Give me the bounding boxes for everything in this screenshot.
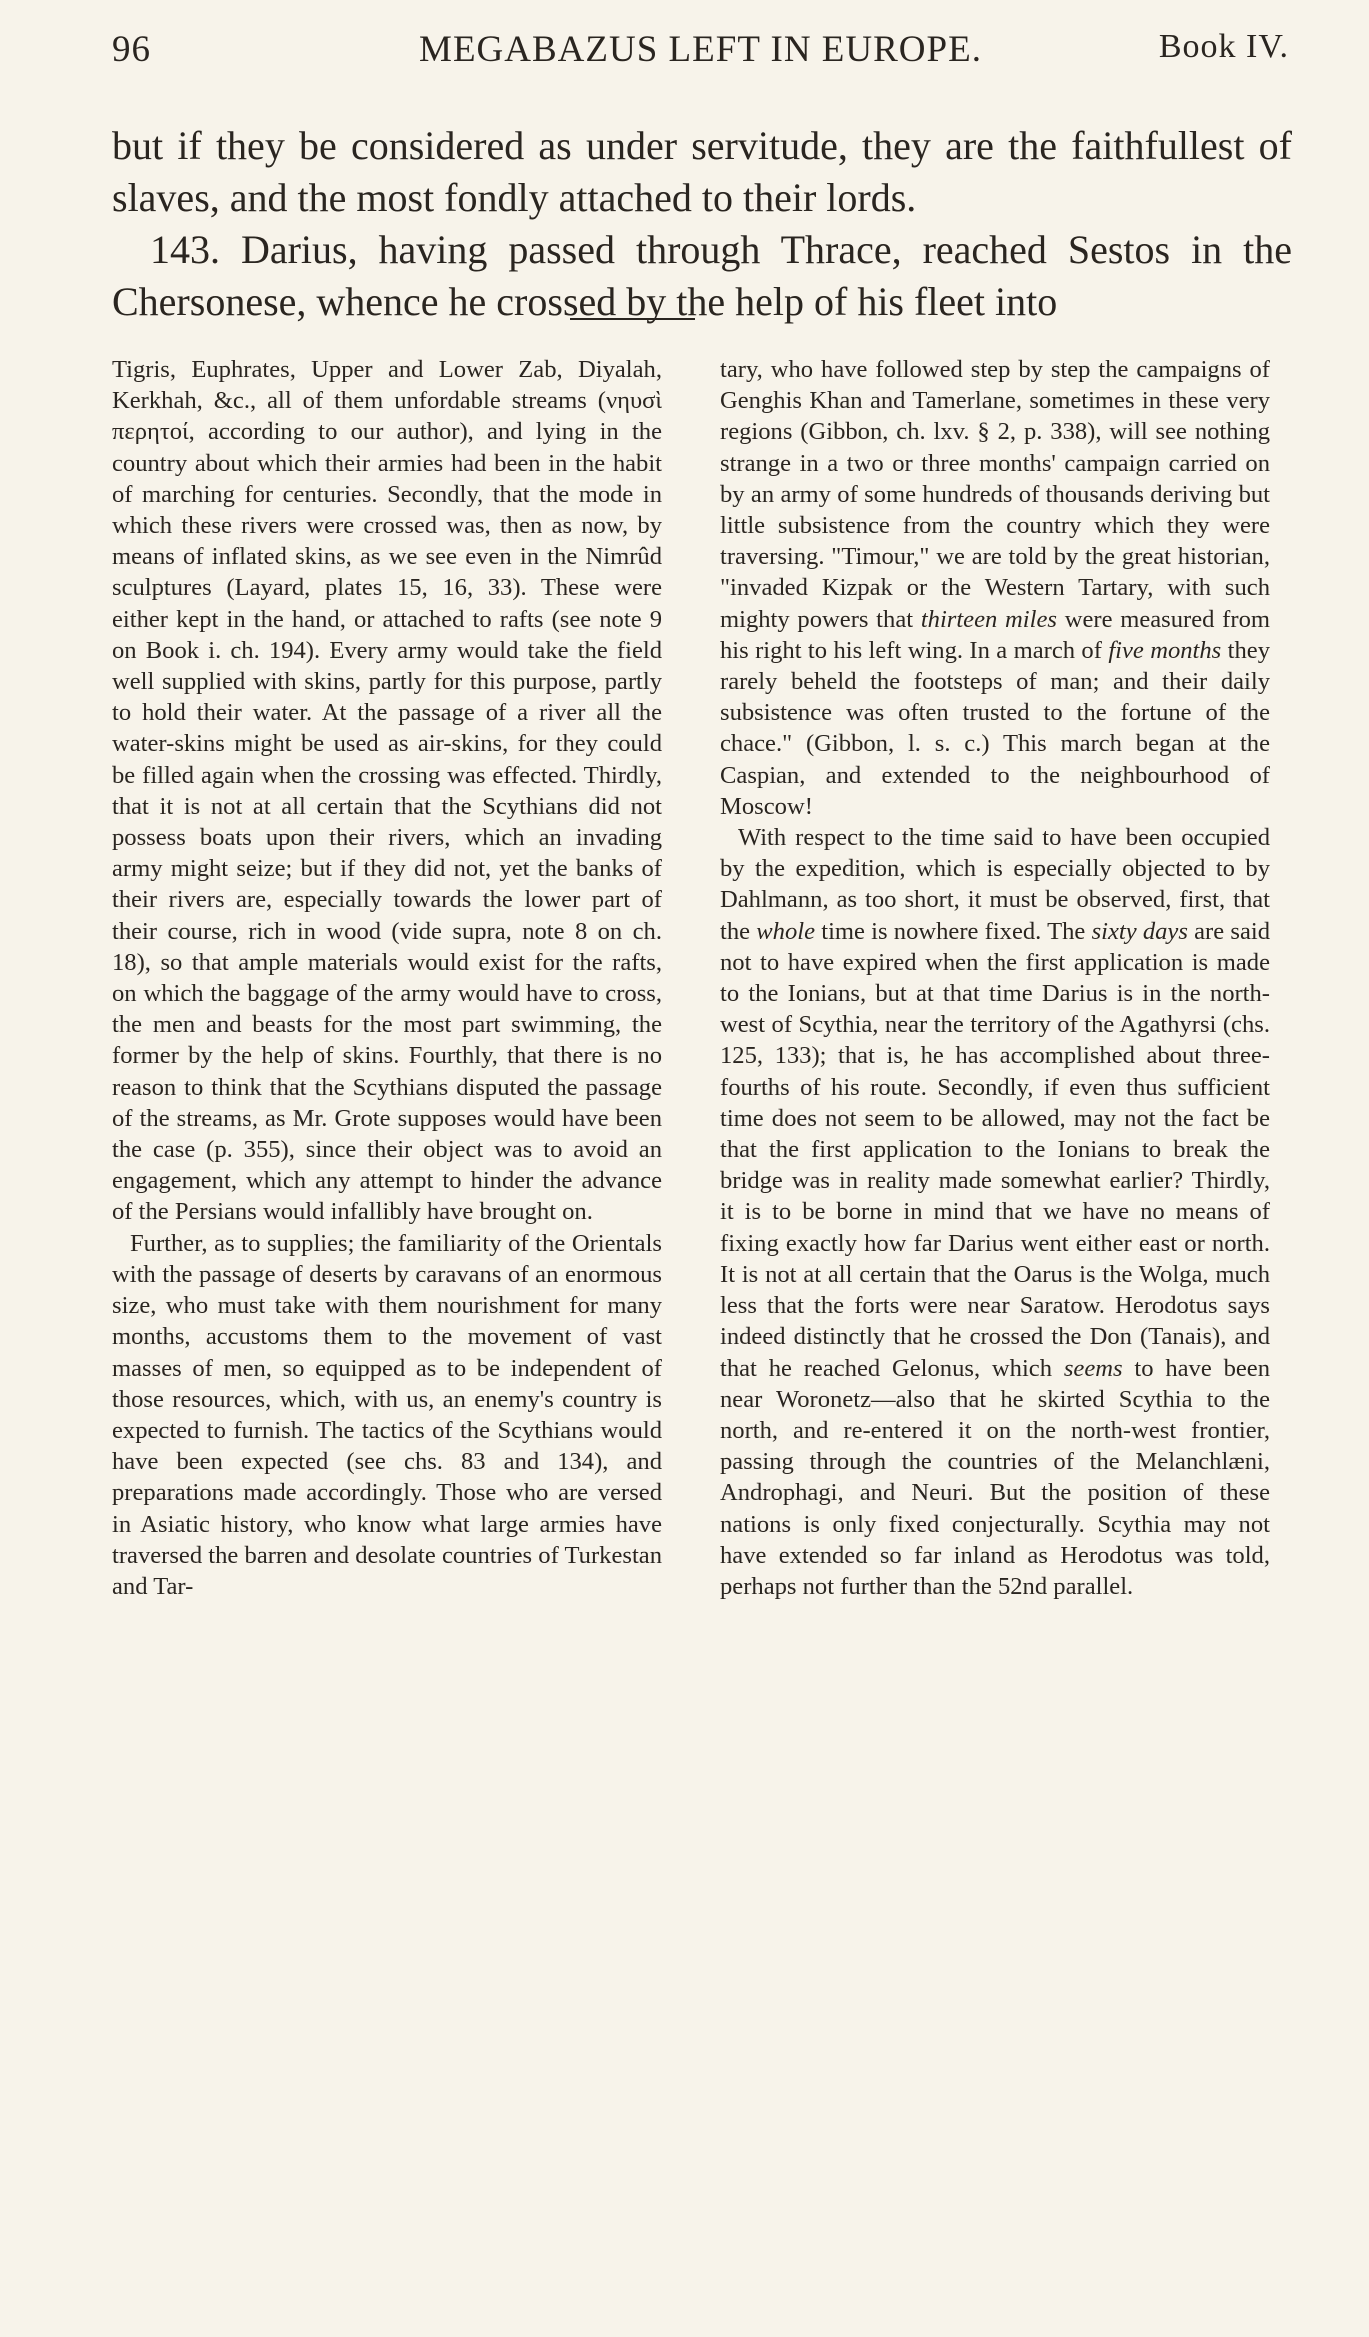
italic-text: thirteen miles [920,605,1057,633]
note-text: tary, who have followed step by step the campaigns of Genghis Khan and Tamerlane, sometimes in these very regions (Gibbon, ch. lxv. § 2, p. 338), will see nothing strange in a two or three months' campaign carried on by an army of some hundreds of thousands deriving but little subsistence from the country which they were traversing. "Timour," we are told by the great historian, "invaded Kizpak or the Western Tartary, with such mighty powers that [720,356,1270,633]
italic-text: seems [1063,1354,1123,1382]
italic-text: whole [756,917,816,945]
running-header [112,28,1289,78]
note-paragraph [720,822,1270,1602]
main-text [112,120,1292,328]
book-label: Book IV. [1158,28,1289,65]
main-paragraph-1: but if they be considered as under servitude, they are the faithfullest of slaves, and the most fondly attached to their lords. [112,123,1292,220]
page-number: 96 [112,29,151,70]
note-paragraph: Further, as to supplies; the familiarity of the Orientals with the passage of deserts by caravans of an enormous size, who must take with them nourishment for many months, accustoms them to the movement of vast masses of men, so equipped as to be independent of those resources, which, with us, an enemy's country is expected to furnish. The tactics of the Scythians would have been expected (see chs. 83 and 134), and preparations made accordingly. Those who are versed in Asiatic history, who know what large armies have traversed the barren and desolate countries of Turkestan and Tar- [112,1229,662,1600]
main-paragraph-2: 143. Darius, having passed through Thrace, reached Sestos in the Chersonese, whence he crossed by the help of his fleet into [112,227,1292,324]
running-title: MEGABAZUS LEFT IN EUROPE. [419,29,982,70]
note-text: to have been near Woronetz—also that he skirted Scythia to the north, and re-entered it on the north-west frontier, passing through the countries of the Melanchlæni, Androphagi, and Neuri. But the position of these nations is only fixed conjecturally. Scythia may not have extended so far inland as Herodotus was told, perhaps not further than the 52nd parallel. [720,1354,1270,1600]
section-divider [570,318,695,320]
note-text: time is nowhere fixed. The [821,917,1086,945]
note-paragraph [720,354,1270,822]
italic-text: five months [1108,636,1222,664]
italic-text: sixty days [1091,917,1188,945]
note-paragraph: Tigris, Euphrates, Upper and Lower Zab, Diyalah, Kerkhah, &c., all of them unfordable streams (νηυσὶ περητοί, according to our author), and lying in the country about which their armies had been in the habit of marching for centuries. Secondly, that the mode in which these rivers were crossed was, then as now, by means of inflated skins, as we see even in the Nimrûd sculptures (Layard, plates 15, 16, 33). These were either kept in the hand, or attached to rafts (see note 9 on Book i. ch. 194). Every army would take the field well supplied with skins, partly for this purpose, partly to hold their water. At the passage of a river all the water-skins might be used as air-skins, for they could be filled again when the crossing was effected. Thirdly, that it is not at all certain that the Scythians did not possess boats upon their rivers, which an invading army might seize; but if they did not, yet the banks of their rivers are, especially towards the lower part of their course, rich in wood (vide supra, note 8 on ch. 18), so that ample materials would exist for the rafts, on which the baggage of the army would have to cross, the men and beasts for the most part swimming, the former by the help of skins. Fourthly, that there is no reason to think that the Scythians disputed the passage of the streams, as Mr. Grote supposes would have been the case (p. 355), since their object was to avoid an engagement, which any attempt to hinder the advance of the Persians would infallibly have brought on. [112,356,662,1226]
note-text: they rarely beheld the footsteps of man; and their daily subsistence was often trusted to the fortune of the chace." (Gibbon, l. s. c.) This march began at the Caspian, and extended to the neighbourhood of Moscow! [720,636,1270,820]
note-text: were measured from his right to his left wing. In a march of [720,605,1270,664]
note-text: are said not to have expired when the first application is made to the Ionians, but at that time Darius is in the north-west of Scythia, near the territory of the Agathyrsi (chs. 125, 133); that is, he has accomplished about three-fourths of his route. Secondly, if even thus sufficient time does not seem to be allowed, may not the fact be that the first application to the Ionians to break the bridge was in reality made somewhat earlier? Thirdly, it is to be borne in mind that we have no means of fixing exactly how far Darius went either east or north. It is not at all certain that the Oarus is the Wolga, much less that the forts were near Saratow. Herodotus says indeed distinctly that he crossed the Don (Tanais), and that he reached Gelonus, which [720,917,1270,1382]
note-text: With respect to the time said to have been occupied by the expedition, which is especially objected to by Dahlmann, as too short, it must be observed, first, that the [720,824,1270,945]
notes-right-column [720,354,1270,1602]
notes-left-column [112,354,662,1602]
